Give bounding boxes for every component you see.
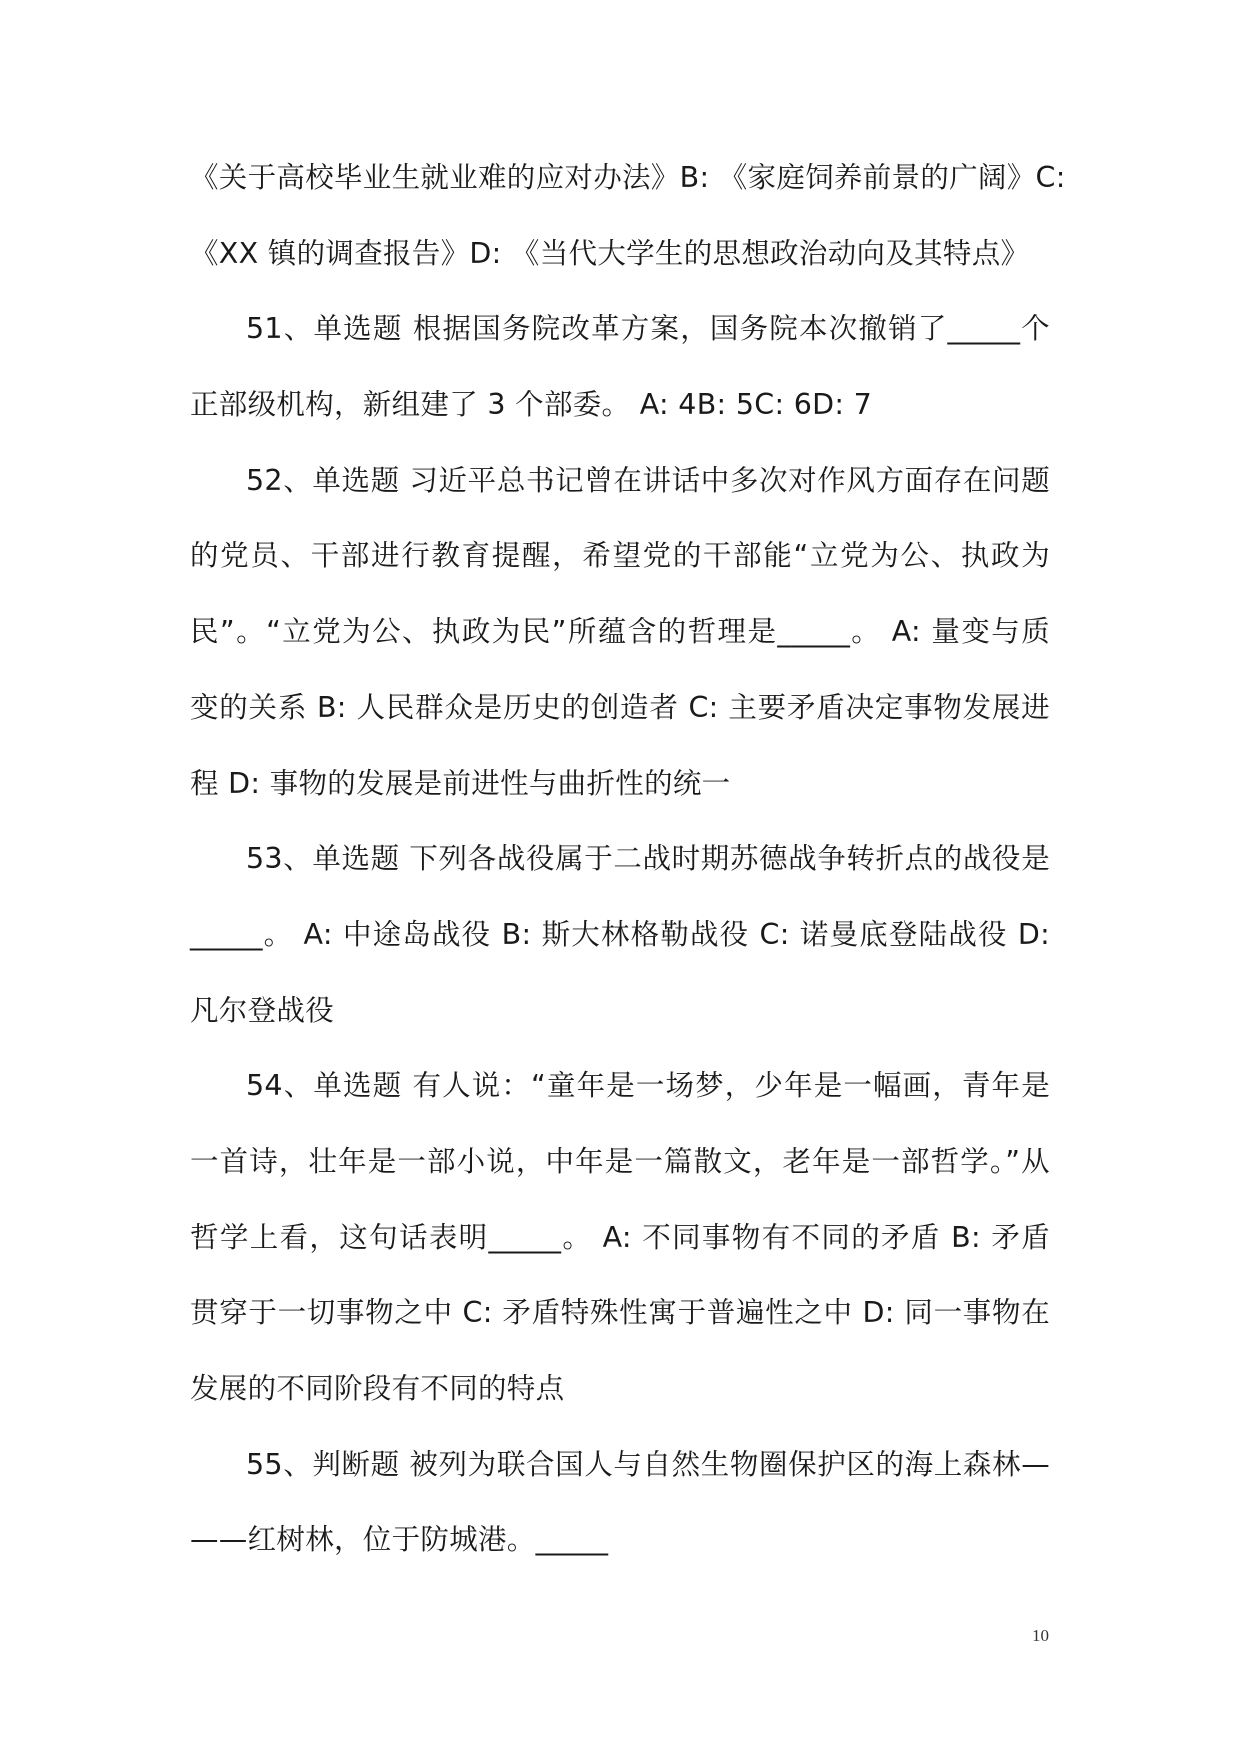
text-line: 民”。“立党为公、执政为民”所蕴含的哲理是_____。 A: 量变与质	[190, 615, 1050, 649]
text-line: _____。 A: 中途岛战役 B: 斯大林格勒战役 C: 诺曼底登陆战役 D:	[190, 917, 1050, 951]
text-line: 正部级机构，新组建了 3 个部委。 A: 4B: 5C: 6D: 7	[190, 388, 873, 422]
question-52-line: 52、单选题 习近平总书记曾在讲话中多次对作风方面存在问题	[246, 463, 1050, 497]
text-line: 变的关系 B: 人民群众是历史的创造者 C: 主要矛盾决定事物发展进	[190, 690, 1050, 724]
text-line: 程 D: 事物的发展是前进性与曲折性的统一	[190, 766, 731, 800]
question-51-line: 51、单选题 根据国务院改革方案，国务院本次撤销了_____个	[246, 312, 1050, 346]
question-54-line: 54、单选题 有人说：“童年是一场梦，少年是一幅画，青年是	[246, 1069, 1050, 1103]
question-55-line: 55、判断题 被列为联合国人与自然生物圈保护区的海上森林—	[246, 1447, 1050, 1481]
text-line: 的党员、干部进行教育提醒，希望党的干部能“立党为公、执政为	[190, 539, 1050, 573]
text-line: 一首诗，壮年是一部小说，中年是一篇散文，老年是一部哲学。”从	[190, 1144, 1050, 1178]
text-line: 发展的不同阶段有不同的特点	[190, 1372, 565, 1405]
page-number: 10	[1032, 1626, 1049, 1645]
text-line: 哲学上看，这句话表明_____。 A: 不同事物有不同的矛盾 B: 矛盾	[190, 1220, 1050, 1254]
text-line: ——红树林，位于防城港。_____	[190, 1523, 609, 1557]
text-line: 凡尔登战役	[190, 993, 335, 1027]
text-line: 《关于高校毕业生就业难的应对办法》B: 《家庭饲养前景的广阔》C:	[190, 161, 1066, 194]
text-line: 《XX 镇的调查报告》D: 《当代大学生的思想政治动向及其特点》	[190, 236, 1030, 270]
text-line: 贯穿于一切事物之中 C: 矛盾特殊性寓于普遍性之中 D: 同一事物在	[190, 1296, 1050, 1330]
question-53-line: 53、单选题 下列各战役属于二战时期苏德战争转折点的战役是	[246, 842, 1050, 876]
question-text-block	[190, 140, 1066, 1578]
